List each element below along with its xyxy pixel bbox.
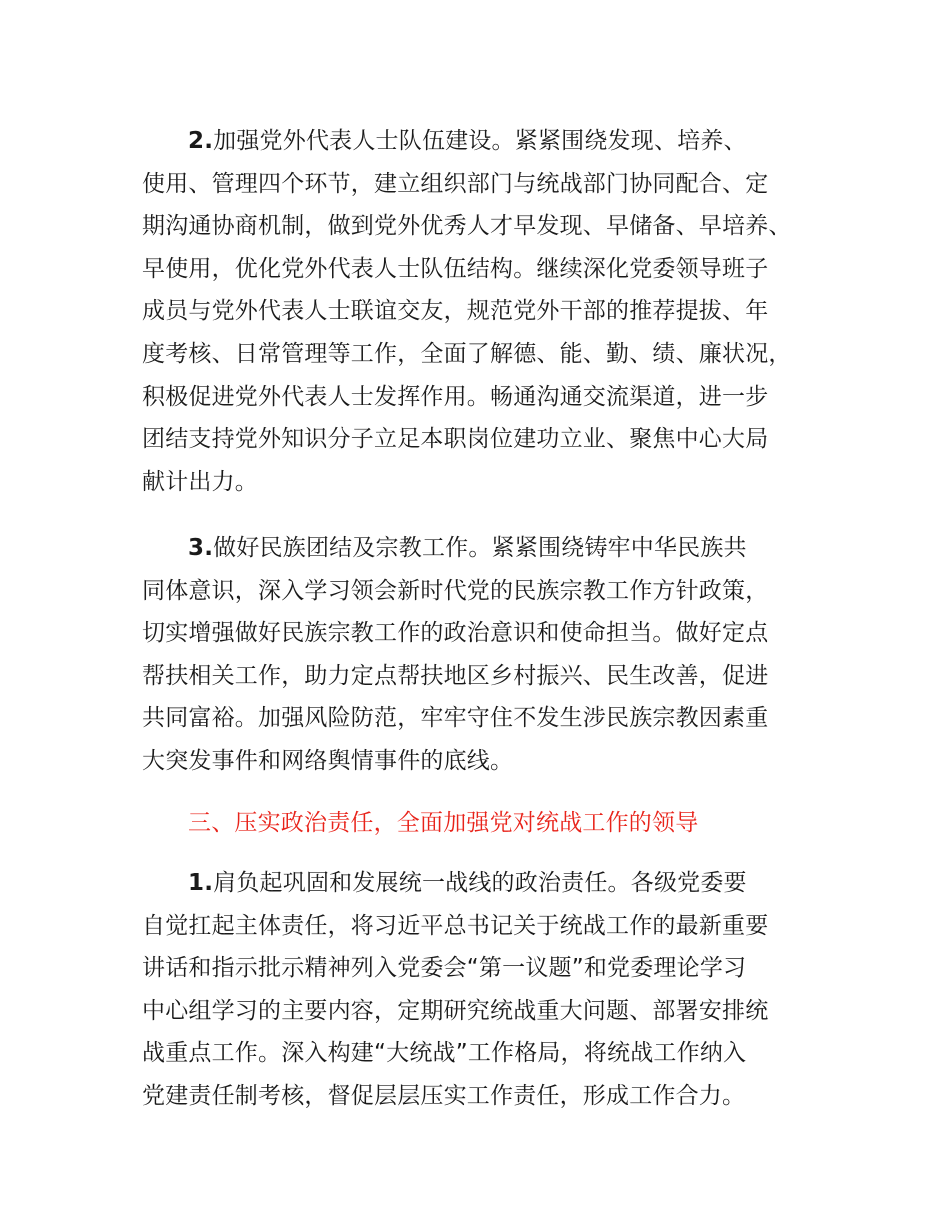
paragraph-line bbox=[142, 527, 842, 570]
paragraph-line: 帮扶相关工作，助力定点帮扶地区乡村振兴、民生改善，促进 bbox=[142, 662, 769, 689]
paragraph-line: 使用、管理四个环节，建立组织部门与统战部门协同配合、定 bbox=[142, 170, 769, 197]
paragraph-line: 期沟通协商机制，做到党外优秀人才早发现、早储备、早培养、 bbox=[142, 213, 792, 240]
paragraph-line: 度考核、日常管理等工作，全面了解德、能、勤、绩、廉状况， bbox=[142, 340, 792, 367]
paragraph-line: 切实增强做好民族宗教工作的政治意识和使命担当。做好定点 bbox=[142, 620, 769, 647]
paragraph-line: 献计出力。 bbox=[142, 468, 258, 495]
paragraph-line: 早使用，优化党外代表人士队伍结构。继续深化党委领导班子 bbox=[142, 255, 769, 282]
paragraph-line: 共同富裕。加强风险防范，牢牢守住不发生涉民族宗教因素重 bbox=[142, 705, 769, 732]
paragraph-text: 做好民族团结及宗教工作。紧紧围绕铸牢中华民族共 bbox=[213, 535, 747, 561]
paragraph-party-representatives bbox=[142, 120, 842, 503]
paragraph-line: 讲话和指示批示精神列入党委会“第一议题”和党委理论学习 bbox=[142, 955, 747, 982]
paragraph-line: 团结支持党外知识分子立足本职岗位建功立业、聚焦中心大局 bbox=[142, 426, 769, 453]
item-number: 3. bbox=[188, 535, 214, 561]
paragraph-line: 同体意识，深入学习领会新时代党的民族宗教工作方针政策， bbox=[142, 577, 769, 604]
item-number: 1. bbox=[188, 870, 214, 896]
paragraph-ethnic-religious-work bbox=[142, 527, 842, 783]
paragraph-line bbox=[142, 120, 842, 163]
section-heading-text: 三、压实政治责任，全面加强党对统战工作的领导 bbox=[188, 810, 699, 836]
section-heading bbox=[142, 802, 842, 845]
paragraph-line: 成员与党外代表人士联谊交友，规范党外干部的推荐提拔、年 bbox=[142, 298, 769, 325]
paragraph-political-responsibility bbox=[142, 862, 842, 1118]
paragraph-text: 加强党外代表人士队伍建设。紧紧围绕发现、培养、 bbox=[213, 128, 747, 154]
paragraph-line: 自觉扛起主体责任，将习近平总书记关于统战工作的最新重要 bbox=[142, 912, 769, 939]
paragraph-text: 肩负起巩固和发展统一战线的政治责任。各级党委要 bbox=[213, 870, 747, 896]
paragraph-line: 战重点工作。深入构建“大统战”工作格局，将统战工作纳入 bbox=[142, 1040, 747, 1067]
item-number: 2. bbox=[188, 128, 214, 154]
paragraph-line: 中心组学习的主要内容，定期研究统战重大问题、部署安排统 bbox=[142, 997, 769, 1024]
paragraph-line: 党建责任制考核，督促层层压实工作责任，形成工作合力。 bbox=[142, 1082, 746, 1109]
paragraph-line: 积极促进党外代表人士发挥作用。畅通沟通交流渠道，进一步 bbox=[142, 383, 769, 410]
paragraph-line: 大突发事件和网络舆情事件的底线。 bbox=[142, 747, 514, 774]
paragraph-line bbox=[142, 862, 842, 905]
